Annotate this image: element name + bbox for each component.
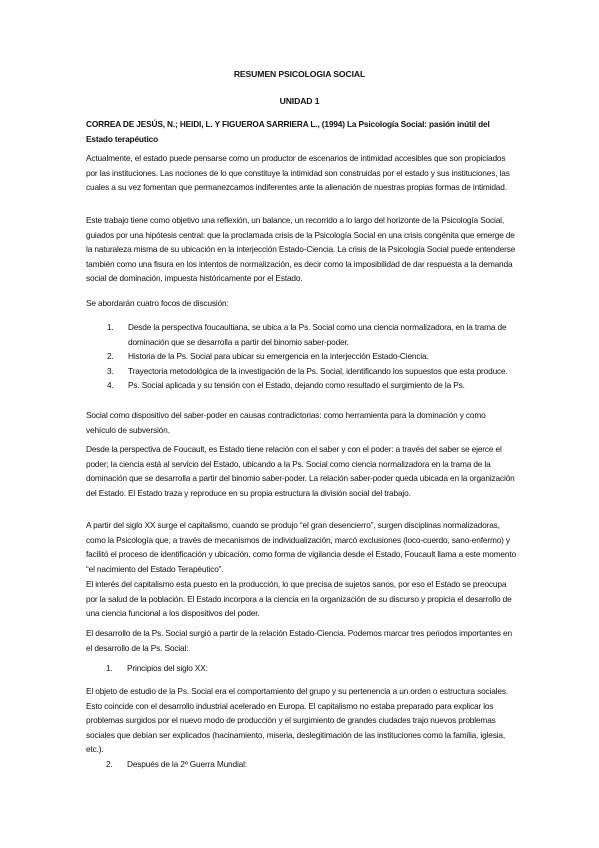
paragraph-intro: Actualmente, el estado puede pensarse como un productor de escenarios de intimidad accesibles que son propiciados por las instituciones. Las nociones de lo que constituye la intimidad son construidas por el estado y sus instituciones, las cuales a su vez fomentan que permanezcamos indiferentes ante la alienación de nuestras propias formas de intimidad. (86, 153, 510, 192)
list-item: 2. Historia de la Ps. Social para ubicar su emergencia en la interjección Estado-Ciencia. (107, 351, 429, 361)
document-title: RESUMEN PSICOLOGIA SOCIAL (233, 69, 366, 79)
paragraph-focos-intro: Se abordarán cuatro focos de discusión: (86, 298, 229, 308)
paragraph-foucault: Desde la perspectiva de Foucault, es Estado tiene relación con el saber y con el poder: a través del saber se ejerce el poder; la ciencia está al servicio del Estado, ubicando a la Ps. Social como ciencia normalizadora en la trama de la dominación que se desarrolla a partir del binomio saber-poder. La relación saber-poder queda ubicada en la organización del Estado. El Estado traza y reproduce en su propia estructura la división social del trabajo. (86, 444, 515, 498)
paragraph-siglo-xx: A partir del siglo XX surge el capitalismo, cuando se produjo “el gran desencierro”, surgen disciplinas normalizadoras, como la Psicología que, a través de mecanismos de individualización, marcó exclusiones (loco-cuerdo, sano-enfermo) y facilitó el proceso de identificación y ubicación, como forma de vigilancia desde el Estado, Foucault llama a este momento “el nacimiento del Estado Terapéutico”. (86, 520, 516, 574)
paragraph-capitalismo: El interés del capitalismo esta puesto en la producción, lo que precisa de sujetos sanos, por eso el Estado se preocupa por la salud de la población. El Estado incorpora a la ciencia en la organización de su discurso y propicia el desarrollo de una ciencia funcional a los dispositivos del poder. (86, 579, 512, 618)
paragraph-dispositivo: Social como dispositivo del saber-poder en causas contradictorias: como herramienta para la dominación y como vehículo de subversión. (86, 410, 486, 435)
focos-list (107, 320, 517, 393)
paragraph-objeto: El objeto de estudio de la Ps. Social era el comportamiento del grupo y su pertenencia a un orden o estructura sociales. Esto coincide con el desarrollo industrial acelerado en Europa. El capitalismo no estaba preparado para explicar los problemas surgidos por el nuevo modo de producción y el surgimiento de grandes ciudades trajo nuevos problemas sociales que debían ser explicados (hacinamiento, miseria, deslegitimación de las instituciones como la familia, iglesia, etc.). (86, 686, 508, 754)
citation: CORREA DE JESÚS, N.; HEIDI, L. Y FIGUEROA SARRIERA L., (1994) La Psicología Social: pasión inútil del Estado terapéutico (86, 119, 490, 144)
paragraph-objective: Este trabajo tiene como objetivo una reflexión, un balance, un recorrido a lo largo del horizonte de la Psicología Social, guiados por una hipótesis central: que la proclamada crisis de la Psicología Social en una crisis congénita que emerge de la naturaleza misma de su ubicación en la interjección Estado-Ciencia. La crisis de la Psicología Social puede entenderse también como una fisura en los intentos de normalización, es decir como la imposibilidad de dar respuesta a la demanda social de dominación, impuesta históricamente por el Estado. (86, 215, 516, 283)
unit-heading: UNIDAD 1 (279, 96, 320, 106)
list-item: 3. Trayectoria metodológica de la investigación de la Ps. Social, identificando los supuestos que esta produce. (107, 365, 508, 376)
list-item: 1. Desde la perspectiva foucaultiana, se ubica a la Ps. Social como una ciencia normalizadora, en la trama de dominación que se desarrolla a partir del binomio saber-poder. (107, 322, 507, 347)
list-item: 4. Ps. Social aplicada y su tensión con el Estado, dejando como resultado el surgimiento de la Ps. (107, 380, 465, 390)
paragraph-desarrollo: El desarrollo de la Ps. Social surgió a partir de la relación Estado-Ciencia. Podemos marcar tres periodos importantes en el desarrollo de la Ps. Social: (86, 628, 512, 653)
document-page: RESUMEN PSICOLOGIA SOCIAL UNIDAD 1 CORREA DE JESÚS, N.; HEIDI, L. Y FIGUEROA SARRIERA L., (1994) La Psicología Social: pasión inútil del Estado terapéutico Actualmente, el estado puede pensarse como un productor de escenarios de intimidad accesibles que son propiciados por las instituciones. Las nociones de lo que constituye la intimidad son construidas por el estado y sus instituciones, las cuales a su vez fomentan que permanezcamos indiferentes ante la alienación de nuestras propias formas de intimidad. Este trabajo tiene como objetivo una reflexión, un balance, un recorrido a lo largo del horizonte de la Psicología Social, guiados por una hipótesis central: que la proclamada crisis de la Psicología Social en una crisis congénita que emerge de la naturaleza misma de su ubicación en la interjección Estado-Ciencia. La crisis de la Psicología Social puede entenderse también como una fisura en los intentos de normalización, es decir como la imposibilidad de dar respuesta a la demanda social de dominación, impuesta históricamente por el Estado. Se abordarán cuatro focos de discusión: 1. Desde la perspectiva foucaultiana, se ubica a la Ps. Social como una ciencia normalizadora, en la trama de dominación que se desarrolla a partir del binomio saber-poder. 2. Historia de la Ps. Social para ubicar su emergencia en la interjección Estado-Ciencia. 3. Trayectoria metodológica de la investigación de la Ps. Social, identificando los supuestos que esta produce. 4. Ps. Social aplicada y su tensión con el Estado, dejando como resultado el surgimiento de la Ps. Social como dispositivo del saber-poder en causas contradictorias: como herramienta para la dominación y como vehículo de subversión. Desde la perspectiva de Foucault, es Estado tiene relación con el saber y con el poder: a través del saber se ejerce el poder; la ciencia está al servicio del Estado, ubicando a la Ps. Social como ciencia normalizadora en la trama de la dominación que se desarrolla a partir del binomio saber-poder. La relación saber-poder queda ubicada en la organización del Estado. El Estado traza y reproduce en su propia estructura la división social del trabajo. A partir del siglo XX surge el capitalismo, cuando se produjo “el gran desencierro”, surgen disciplinas normalizadoras, como la Psicología que, a través de mecanismos de individualización, marcó exclusiones (loco-cuerdo, sano-enfermo) y facilitó el proceso de identificación y ubicación, como forma de vigilancia desde el Estado, Foucault llama a este momento “el nacimiento del Estado Terapéutico”. El interés del capitalismo esta puesto en la producción, lo que precisa de sujetos sanos, por eso el Estado se preocupa por la salud de la población. El Estado incorpora a la ciencia en la organización de su discurso y propicia el desarrollo de una ciencia funcional a los dispositivos del poder. El desarrollo de la Ps. Social surgió a partir de la relación Estado-Ciencia. Podemos marcar tres periodos importantes en el desarrollo de la Ps. Social: 1. Principios del siglo XX: El objeto de estudio de la Ps. Social era el comportamiento del grupo y su pertenencia a un orden o estructura sociales. Esto coincide con el desarrollo industrial acelerado en Europa. El capitalismo no estaba preparado para explicar los problemas surgidos por el nuevo modo de producción y el surgimiento de grandes ciudades trajo nuevos problemas sociales que debían ser explicados (hacinamiento, miseria, deslegitimación de las instituciones como la familia, iglesia, etc.). 2. Después de la 2º Guerra Mundial: (0, 0, 599, 848)
